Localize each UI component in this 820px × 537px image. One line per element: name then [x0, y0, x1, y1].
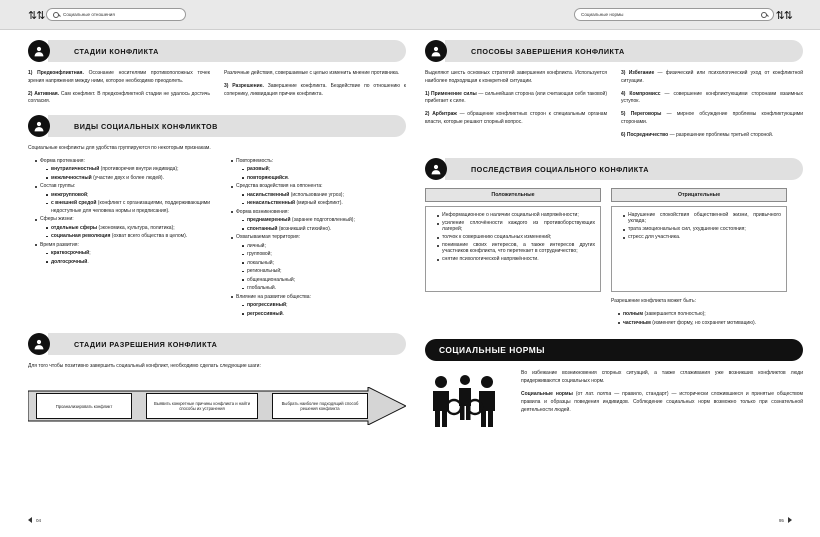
right-nav-arrows-icon[interactable]: ⇅⇅	[775, 9, 792, 22]
person-badge-icon	[425, 158, 447, 180]
types-list-left	[28, 158, 210, 320]
list-item-label: долгосрочный.	[51, 258, 89, 265]
types-intro-text: Социальные конфликты для удобства группируются по некоторым признакам.	[28, 145, 211, 152]
negative-header: Отрицательные	[611, 188, 787, 202]
nested-list	[236, 217, 406, 233]
section-title: СТАДИИ КОНФЛИКТА	[74, 46, 159, 56]
positive-body	[425, 206, 601, 292]
section-header-ways-to-end	[425, 40, 803, 62]
list-item-label: разовый;	[247, 166, 271, 173]
list-item: стресс для участника.	[623, 234, 781, 240]
nested-list	[236, 166, 406, 182]
ways-to-end-body	[425, 70, 803, 144]
consequences-positive-column	[425, 188, 601, 328]
resolution-intro-text: Для того чтобы позитивно завершить социальный конфликт, необходимо сделать следующие шаги:	[28, 363, 261, 370]
right-search-text: Социальные нормы	[581, 12, 624, 17]
flow-step-3-label: Выбрать наиболее подходящий способ решения конфликта	[281, 400, 359, 412]
resolution-note	[611, 298, 787, 327]
section-header-resolution-stages	[28, 333, 406, 355]
consequences-negative-column	[611, 188, 787, 328]
section-header-bar	[48, 40, 406, 62]
list-item	[231, 234, 406, 293]
person-badge-icon	[28, 40, 50, 62]
way-item-term: Арбитраж	[432, 111, 457, 117]
section-title: СПОСОБЫ ЗАВЕРШЕНИЯ КОНФЛИКТА	[471, 46, 625, 56]
list-item	[46, 175, 210, 183]
prev-page-icon[interactable]	[28, 517, 32, 523]
page-number-left[interactable]	[28, 517, 41, 523]
list-item	[46, 250, 210, 258]
flow-step-2	[146, 393, 258, 419]
list-item	[35, 242, 210, 267]
list-item-label: Охватываемая территория:	[236, 234, 301, 241]
way-item-term: Посредничество	[626, 131, 669, 138]
list-item	[46, 259, 210, 267]
way-item: 5) Переговоры — мирное обсуждение проблемы конфликтующими сторонами.	[621, 111, 803, 125]
left-search-field[interactable]	[46, 8, 186, 21]
nested-list	[40, 225, 210, 241]
section-header-bar	[445, 40, 803, 62]
page-number-right-label: 95	[778, 517, 784, 523]
list-item	[242, 251, 406, 259]
right-page-column	[425, 40, 803, 431]
list-item-label: преднамеренный (заранее подготовленный);	[247, 217, 355, 224]
list-item: полным (завершается полностью);	[618, 311, 787, 319]
norms-latin: norma	[597, 390, 612, 397]
way-item: 6) Посредничество — разрешение проблемы третьей стороной.	[621, 131, 774, 138]
stage2-text: Сам конфликт. В предконфликтной стадии не удалось достичь согласия.	[28, 90, 211, 105]
list-item	[231, 158, 406, 183]
flow-step-1	[36, 393, 132, 419]
way-item: 2) Арбитраж — обращение конфликтных сторон к специальным органам власти, которые решают спорный вопрос.	[425, 111, 608, 125]
nested-list	[40, 192, 210, 216]
list-item	[46, 200, 210, 215]
flow-step-3	[272, 393, 368, 419]
list-item	[242, 217, 406, 225]
positive-header: Положительные	[425, 188, 601, 202]
page-number-right[interactable]	[779, 517, 792, 523]
stages-of-conflict-text	[28, 70, 406, 107]
list-item-label: личный;	[247, 242, 266, 249]
list-item-label: Сферы жизни:	[40, 216, 74, 223]
nested-list	[236, 243, 406, 293]
list-item	[35, 216, 210, 241]
way-item-number: 2)	[425, 111, 433, 117]
stage1-label: 1) Предконфликтная.	[28, 70, 84, 76]
left-nav-arrows-icon[interactable]: ⇅⇅	[28, 9, 45, 22]
ways-right-col	[621, 70, 803, 144]
section-title: ВИДЫ СОЦИАЛЬНЫХ КОНФЛИКТОВ	[74, 121, 218, 131]
way-item-term: Переговоры	[630, 111, 662, 117]
list-item-label: Время развития:	[40, 241, 79, 248]
list-item-label: регрессивный.	[247, 310, 285, 317]
stage2-label: 2) Активная.	[28, 90, 60, 97]
list-item	[242, 268, 406, 276]
list-item	[242, 192, 406, 200]
person-badge-icon	[425, 40, 447, 62]
nested-list	[40, 250, 210, 266]
way-item-number: 4)	[621, 90, 630, 97]
section-title: СТАДИИ РАЗРЕШЕНИЯ КОНФЛИКТА	[74, 339, 218, 349]
way-item: 1) Применение силы — сильнейшая сторона (или считающая себя таковой) прибегает к силе.	[425, 90, 607, 105]
resolution-steps-flow	[28, 379, 406, 431]
next-page-icon[interactable]	[788, 517, 792, 523]
list-item-label: внутриличностный (противоречия внутри индивида);	[51, 166, 179, 173]
way-item-term: Применение силы	[431, 90, 477, 97]
section-header-bar	[48, 333, 406, 355]
list-item-label: с внешней средой (конфликт с организациями, поддерживающими недоступные для человека нормы и предписания).	[51, 200, 211, 214]
list-item	[242, 175, 406, 183]
list-item: трата эмоциональных сил, ухудшение состояния;	[623, 226, 781, 232]
consequences-table	[425, 188, 803, 328]
ways-intro-text: Выделяют шесть основных стратегий завершения конфликта. Используется наиболее подходящая к конкретной ситуации.	[425, 70, 607, 84]
page-number-left-label: 04	[36, 517, 42, 523]
list-item-label: Состав группы:	[40, 183, 76, 190]
list-item	[242, 260, 406, 268]
list-item	[46, 166, 210, 174]
list-item	[242, 302, 406, 310]
norms-p2b: — правило, стандарт) — исторически сложившиеся и принятые обществом правила и образцы поведения индивидов. Соблюдение социальных норм возможно только при сознательной деятельности людей.	[521, 390, 803, 413]
nested-list	[236, 302, 406, 318]
flow-step-1-label: Проанализировать конфликт	[55, 403, 113, 409]
way-item-number: 3)	[621, 70, 629, 76]
list-item-label: общенациональный;	[247, 276, 296, 283]
norms-paragraph-2	[521, 390, 803, 414]
list-item-label: насильственный (использование угроз);	[247, 191, 344, 198]
norms-paragraph-1: Во избежание возникновения спорных ситуаций, а также сглаживания уже возникших конфликтов люди придерживаются социальных норм.	[521, 369, 803, 384]
search-icon	[53, 12, 59, 18]
list-item	[46, 225, 210, 233]
way-item-term: Компромисс	[629, 90, 661, 97]
section-header-types-of-conflicts	[28, 115, 406, 137]
stage1-text: Осознание носителями противоположных точек зрения напряжения между ними, которое необходимо преодолеть.	[28, 70, 210, 84]
list-item-label: повторяющийся.	[247, 174, 290, 181]
social-norms-body	[425, 369, 803, 431]
list-item-label: Влияние на развитие общества:	[236, 293, 311, 300]
left-page-column	[28, 40, 406, 431]
list-item	[242, 277, 406, 285]
list-item-label: региональный;	[247, 268, 282, 275]
way-item-number: 1)	[425, 90, 432, 97]
list-item	[231, 183, 406, 208]
list-item-label: социальная революция (охват всего общества в целом).	[51, 233, 188, 240]
nested-list	[40, 166, 210, 182]
list-item-label: межгрупповой;	[51, 191, 89, 198]
section-title: СОЦИАЛЬНЫЕ НОРМЫ	[439, 344, 545, 355]
list-item: Информационное о наличии социальной напряжённости;	[437, 212, 595, 218]
list-item	[35, 183, 210, 215]
list-item-label: краткосрочный;	[51, 250, 91, 257]
section-title: ПОСЛЕДСТВИЯ СОЦИАЛЬНОГО КОНФЛИКТА	[471, 164, 649, 174]
negative-body	[611, 206, 787, 292]
list-item-label: глобальный.	[247, 285, 277, 292]
list-item: толчок к совершению социальных изменений;	[437, 234, 595, 240]
list-item	[242, 166, 406, 174]
section-header-consequences	[425, 158, 803, 180]
list-item	[46, 192, 210, 200]
section-header-bar	[48, 115, 406, 137]
flow-step-2-label: Выявить конкретные причины конфликта и найти способы их устранения	[153, 400, 251, 412]
section-header-bar-dark	[425, 339, 803, 361]
norms-p2a: (от лат.	[572, 390, 598, 397]
list-item	[242, 200, 406, 208]
norms-term: Социальные нормы	[521, 390, 573, 397]
list-item	[242, 243, 406, 251]
way-item: 3) Избегание — физический или психологический уход от конфликтной ситуации.	[621, 70, 804, 84]
types-list-right	[224, 158, 406, 320]
list-item-label: групповой;	[247, 251, 272, 258]
list-item-label: отдельные сферы (экономика, культура, политика);	[51, 224, 175, 231]
list-item	[231, 209, 406, 234]
list-item-label: Средства воздействия на оппонента:	[236, 183, 323, 190]
list-item-label: локальный;	[247, 259, 274, 266]
way-item-term: Избегание	[628, 70, 655, 76]
list-item-label: ненасильственный (мирный конфликт).	[247, 200, 343, 207]
left-search-text: Социальные отношения	[63, 12, 115, 17]
stage3-label: 3) Разрешение.	[224, 82, 264, 89]
types-lists	[28, 158, 406, 320]
person-badge-icon	[28, 333, 50, 355]
resolution-intro	[28, 363, 406, 371]
list-item-label: Форма протекания:	[40, 157, 85, 164]
list-item	[242, 285, 406, 293]
list-item-label: прогрессивный;	[247, 302, 288, 309]
list-item	[231, 294, 406, 319]
section-header-social-norms	[425, 339, 803, 361]
resolution-note-intro: Разрешение конфликта может быть:	[611, 298, 696, 305]
ways-left-col	[425, 70, 607, 144]
page-footer	[0, 517, 820, 529]
person-badge-icon	[28, 115, 50, 137]
list-item: снятие психологической напряжённости.	[437, 256, 595, 262]
stage2-extra-text: Различные действия, совершаемые с целью изменить мнение противника.	[224, 70, 400, 76]
section-header-bar	[445, 158, 803, 180]
right-search-field[interactable]	[574, 8, 774, 21]
way-item-number: 5)	[621, 111, 631, 117]
list-item: Нарушение спокойствия общественной жизни, привычного уклада;	[623, 212, 781, 224]
list-item	[46, 233, 210, 241]
way-item-number: 6)	[621, 131, 627, 138]
people-group-icon	[425, 369, 511, 431]
stage3-text: Завершение конфликта. Бездействие по отношению к сопернику, ликвидация причин конфликта.	[224, 82, 406, 97]
list-item	[35, 158, 210, 183]
list-item-label: Повторяемость:	[236, 157, 274, 164]
list-item: понимание своих интересов, а также интересов других участников конфликта, что перетекает в сотрудничество;	[437, 242, 595, 254]
list-item	[242, 311, 406, 319]
search-icon	[761, 12, 767, 18]
list-item: частичным (изменяет форму, но сохраняет мотивацию).	[618, 320, 787, 328]
list-item-label: межличностный (участие двух и более людей).	[51, 174, 164, 181]
nested-list	[236, 192, 406, 208]
list-item-label: спонтанный (возникший стихийно).	[247, 225, 332, 232]
social-norms-text	[521, 369, 803, 431]
types-intro	[28, 145, 406, 153]
top-toolbar	[0, 0, 820, 30]
list-item	[242, 226, 406, 234]
list-item-label: Форма возникновения:	[236, 208, 289, 215]
list-item: усиление сплочённости каждого из противоборствующих лагерей;	[437, 220, 595, 232]
section-header-stages-of-conflict	[28, 40, 406, 62]
way-item: 4) Компромисс — совершение конфликтующими сторонами взаимных уступок.	[621, 90, 804, 105]
